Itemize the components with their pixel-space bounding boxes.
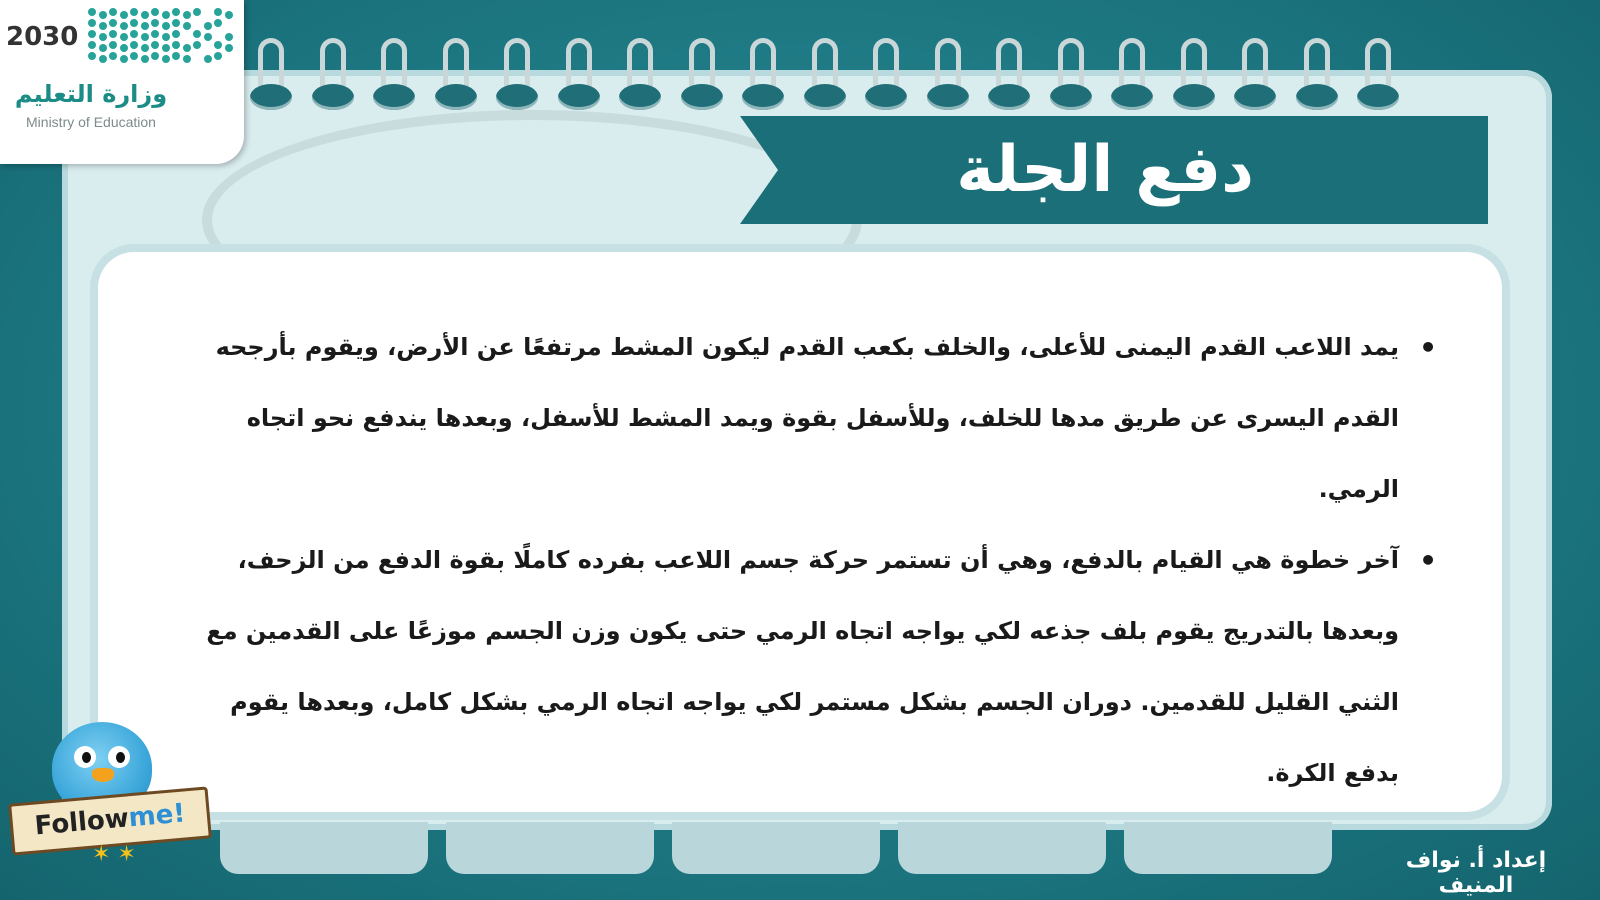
bird-feet-icon: ✶ ✶ bbox=[92, 842, 136, 867]
logo-dot bbox=[214, 41, 222, 49]
page-tab bbox=[220, 822, 428, 874]
binding-hole bbox=[865, 84, 907, 110]
logo-dot bbox=[193, 41, 201, 49]
binding-hole bbox=[435, 84, 477, 110]
logo-dot bbox=[183, 44, 191, 52]
follow-label: Follow bbox=[33, 803, 130, 842]
logo-dot bbox=[225, 11, 233, 19]
logo-dot bbox=[88, 52, 96, 60]
logo-dot bbox=[109, 19, 117, 27]
logo-dot bbox=[162, 33, 170, 41]
binding-hole bbox=[742, 84, 784, 110]
logo-dot bbox=[162, 22, 170, 30]
logo-dot bbox=[172, 52, 180, 60]
logo-dot bbox=[162, 44, 170, 52]
logo-dot bbox=[225, 33, 233, 41]
bottom-tabs bbox=[220, 822, 1370, 882]
logo-dot bbox=[99, 44, 107, 52]
spiral-binding bbox=[250, 38, 1430, 118]
bullet-item: • آخر خطوة هي القيام بالدفع، وهي أن تستمر حركة جسم اللاعب بفرده كاملًا بقوة الدفع من الزحف، وبعدها بالتدريج يقوم بلف جذعه لكي يواجه اتجاه الرمي حتى يكون وزن الجسم موزعًا على القدمين مع الثني القليل للقدمين. دوران الجسم بشكل مستمر لكي يواجه اتجاه الرمي بشكل كامل، وبعدها يقوم بدفع الكرة. bbox=[205, 525, 1445, 809]
logo-dot bbox=[120, 11, 128, 19]
logo-dot bbox=[214, 52, 222, 60]
logo-dot bbox=[162, 55, 170, 63]
bird-eye bbox=[74, 746, 96, 768]
logo-dot bbox=[151, 52, 159, 60]
logo-dot bbox=[130, 52, 138, 60]
logo-dot bbox=[120, 22, 128, 30]
logo-dot bbox=[88, 19, 96, 27]
follow-label-accent: me! bbox=[127, 798, 187, 834]
logo-dot bbox=[130, 41, 138, 49]
logo-dot bbox=[141, 22, 149, 30]
logo-dot bbox=[151, 30, 159, 38]
binding-hole bbox=[1050, 84, 1092, 110]
logo-dot bbox=[204, 22, 212, 30]
logo-dot bbox=[130, 30, 138, 38]
binding-hole bbox=[250, 84, 292, 110]
binding-hole bbox=[1357, 84, 1399, 110]
ministry-name-english: Ministry of Education bbox=[26, 114, 156, 130]
bullet-list bbox=[205, 312, 1445, 809]
logo-dot bbox=[183, 22, 191, 30]
logo-dot bbox=[88, 30, 96, 38]
binding-hole bbox=[988, 84, 1030, 110]
logo-dot bbox=[109, 41, 117, 49]
slide-title: دفع الجلة bbox=[956, 133, 1254, 207]
binding-hole bbox=[681, 84, 723, 110]
logo-dot bbox=[109, 52, 117, 60]
page-tab bbox=[672, 822, 880, 874]
logo-dot bbox=[225, 44, 233, 52]
logo-dot bbox=[151, 8, 159, 16]
binding-hole bbox=[496, 84, 538, 110]
logo-dot-pattern bbox=[88, 8, 238, 68]
binding-hole bbox=[1296, 84, 1338, 110]
logo-dot bbox=[99, 55, 107, 63]
logo-dot bbox=[141, 33, 149, 41]
binding-hole bbox=[312, 84, 354, 110]
logo-dot bbox=[120, 44, 128, 52]
logo-dot bbox=[172, 41, 180, 49]
bird-eye bbox=[108, 746, 130, 768]
binding-hole bbox=[804, 84, 846, 110]
binding-hole bbox=[927, 84, 969, 110]
logo-dot bbox=[99, 11, 107, 19]
binding-hole bbox=[373, 84, 415, 110]
ministry-logo bbox=[0, 0, 244, 164]
bird-beak bbox=[92, 768, 114, 782]
logo-dot bbox=[99, 33, 107, 41]
logo-dot bbox=[193, 8, 201, 16]
ministry-name-arabic: وزارة التعليم bbox=[14, 80, 168, 108]
logo-dot bbox=[151, 41, 159, 49]
logo-dot bbox=[141, 55, 149, 63]
logo-dot bbox=[109, 30, 117, 38]
logo-dot bbox=[88, 8, 96, 16]
logo-dot bbox=[151, 19, 159, 27]
logo-dot bbox=[88, 41, 96, 49]
logo-dot bbox=[130, 19, 138, 27]
logo-dot bbox=[214, 19, 222, 27]
logo-dot bbox=[120, 33, 128, 41]
logo-dot bbox=[183, 11, 191, 19]
page-tab bbox=[1124, 822, 1332, 874]
logo-dot bbox=[183, 55, 191, 63]
author-credit: إعداد أ. نواف المنيف bbox=[1405, 848, 1547, 898]
logo-dot bbox=[120, 55, 128, 63]
logo-dot bbox=[99, 22, 107, 30]
binding-hole bbox=[1111, 84, 1153, 110]
logo-dot bbox=[141, 11, 149, 19]
logo-dot bbox=[193, 30, 201, 38]
logo-dot bbox=[204, 33, 212, 41]
logo-dot bbox=[172, 8, 180, 16]
vision-2030-logo: 2030 bbox=[6, 22, 79, 52]
page-tab bbox=[446, 822, 654, 874]
logo-dot bbox=[204, 55, 212, 63]
logo-dot bbox=[214, 8, 222, 16]
logo-dot bbox=[130, 8, 138, 16]
binding-hole bbox=[619, 84, 661, 110]
bullet-item: • يمد اللاعب القدم اليمنى للأعلى، والخلف بكعب القدم ليكون المشط مرتفعًا عن الأرض، ويقوم بأرجحه القدم اليسرى عن طريق مدها للخلف، وللأسفل بقوة ويمد المشط للأسفل، وبعدها يندفع نحو اتجاه الرمي. bbox=[205, 312, 1445, 525]
binding-hole bbox=[1173, 84, 1215, 110]
logo-dot bbox=[162, 11, 170, 19]
logo-dot bbox=[172, 30, 180, 38]
logo-dot bbox=[172, 19, 180, 27]
binding-hole bbox=[558, 84, 600, 110]
logo-dot bbox=[141, 44, 149, 52]
page-tab bbox=[898, 822, 1106, 874]
logo-dot bbox=[109, 8, 117, 16]
binding-hole bbox=[1234, 84, 1276, 110]
